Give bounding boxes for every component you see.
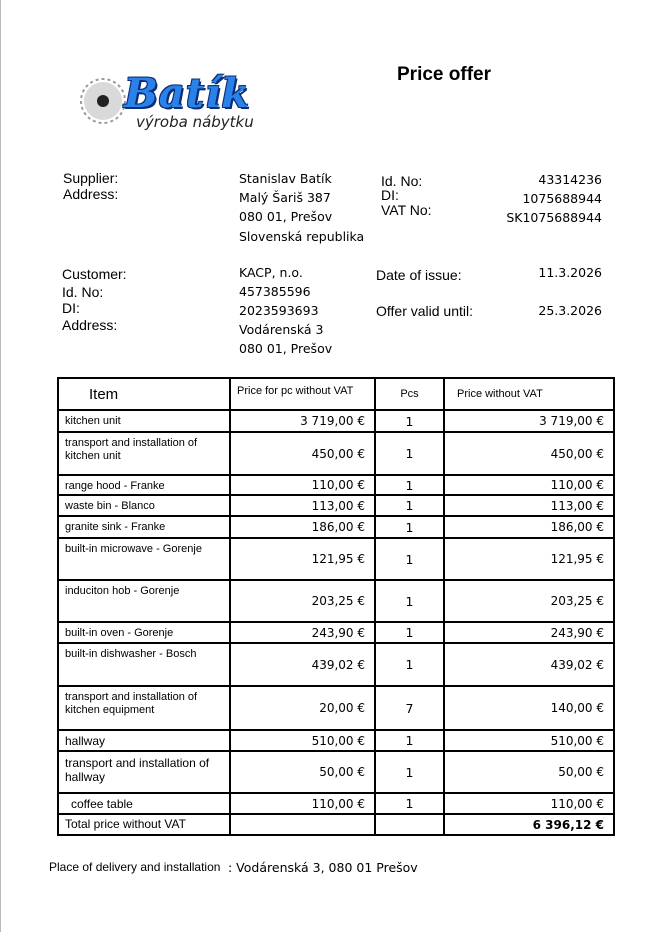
row-item: range hood - Franke — [58, 475, 230, 495]
row-item: kitchen unit — [58, 410, 230, 432]
header-unit-price: Price for pc without VAT — [230, 378, 375, 410]
date-of-issue: 11.3.2026 — [538, 265, 602, 280]
header-pcs: Pcs — [375, 378, 444, 410]
row-pcs: 1 — [375, 730, 444, 751]
row-unit-price: 121,95 € — [230, 538, 375, 580]
row-pcs: 1 — [375, 495, 444, 516]
row-unit-price: 203,25 € — [230, 580, 375, 622]
table-row — [58, 622, 614, 643]
customer-id-no: 457385596 — [239, 284, 311, 299]
row-price: 243,90 € — [444, 622, 614, 643]
supplier-di-label: DI: — [381, 187, 399, 203]
customer-address-label: Address: — [62, 317, 118, 333]
table-row — [58, 580, 614, 622]
total-row — [58, 814, 614, 835]
supplier-id-no-label: Id. No: — [381, 173, 423, 189]
table-row — [58, 643, 614, 686]
delivery-label: Place of delivery and installation — [49, 860, 221, 874]
table-header-row — [58, 378, 614, 410]
row-item: coffee table — [58, 793, 230, 814]
table-row — [58, 751, 614, 793]
supplier-name: Stanislav Batík — [239, 171, 332, 186]
row-item: built-in microwave - Gorenje — [58, 538, 230, 580]
row-price: 140,00 € — [444, 686, 614, 730]
row-pcs: 1 — [375, 751, 444, 793]
table-row — [58, 538, 614, 580]
customer-id-no-label: Id. No: — [62, 284, 104, 300]
row-pcs: 1 — [375, 793, 444, 814]
supplier-address-label: Address: — [63, 186, 119, 202]
items-table — [57, 377, 615, 836]
row-price: 450,00 € — [444, 432, 614, 475]
row-unit-price: 20,00 € — [230, 686, 375, 730]
row-unit-price: 3 719,00 € — [230, 410, 375, 432]
document-title: Price offer — [397, 64, 491, 85]
row-unit-price: 186,00 € — [230, 516, 375, 538]
row-item: hallway — [58, 730, 230, 751]
total-empty-pcs — [375, 814, 444, 835]
row-price: 203,25 € — [444, 580, 614, 622]
customer-address-line-2: 080 01, Prešov — [239, 341, 333, 356]
row-unit-price: 113,00 € — [230, 495, 375, 516]
header-item: Item — [58, 378, 230, 410]
row-price: 3 719,00 € — [444, 410, 614, 432]
total-value: 6 396,12 € — [444, 814, 614, 835]
supplier-vat-label: VAT No: — [381, 202, 432, 218]
row-pcs: 1 — [375, 622, 444, 643]
row-item: transport and installation of kitchen equipment — [58, 686, 230, 730]
logo-brand: Batík — [124, 70, 251, 117]
row-pcs: 1 — [375, 475, 444, 495]
table-row — [58, 410, 614, 432]
row-item: granite sink - Franke — [58, 516, 230, 538]
row-pcs: 1 — [375, 516, 444, 538]
customer-di: 2023593693 — [239, 303, 319, 318]
supplier-address-line-3: Slovenská republika — [239, 229, 365, 244]
delivery-value: : Vodárenská 3, 080 01 Prešov — [228, 860, 418, 875]
supplier-vat-no: SK1075688944 — [506, 210, 602, 225]
row-unit-price: 439,02 € — [230, 643, 375, 686]
company-logo — [72, 68, 282, 138]
row-price: 50,00 € — [444, 751, 614, 793]
customer-di-label: DI: — [62, 300, 80, 316]
supplier-label: Supplier: — [63, 170, 119, 186]
valid-until: 25.3.2026 — [538, 303, 602, 318]
table-row — [58, 495, 614, 516]
valid-until-label: Offer valid until: — [376, 303, 474, 319]
supplier-address-line-2: 080 01, Prešov — [239, 209, 333, 224]
table-row — [58, 793, 614, 814]
row-item: waste bin - Blanco — [58, 495, 230, 516]
row-price: 510,00 € — [444, 730, 614, 751]
row-unit-price: 510,00 € — [230, 730, 375, 751]
row-item: induciton hob - Gorenje — [58, 580, 230, 622]
row-item: built-in dishwasher - Bosch — [58, 643, 230, 686]
row-pcs: 1 — [375, 538, 444, 580]
table-row — [58, 475, 614, 495]
row-price: 110,00 € — [444, 793, 614, 814]
row-pcs: 1 — [375, 643, 444, 686]
supplier-id-no: 43314236 — [538, 172, 602, 187]
row-price: 113,00 € — [444, 495, 614, 516]
row-pcs: 7 — [375, 686, 444, 730]
customer-address-line-1: Vodárenská 3 — [239, 322, 324, 337]
row-item: transport and installation of kitchen unit — [58, 432, 230, 475]
supplier-di: 1075688944 — [522, 191, 602, 206]
customer-name: KACP, n.o. — [239, 265, 303, 280]
table-row — [58, 432, 614, 475]
row-pcs: 1 — [375, 580, 444, 622]
row-price: 186,00 € — [444, 516, 614, 538]
supplier-address-line-1: Malý Šariš 387 — [239, 190, 331, 205]
row-unit-price: 450,00 € — [230, 432, 375, 475]
row-price: 439,02 € — [444, 643, 614, 686]
row-pcs: 1 — [375, 432, 444, 475]
page-left-edge — [0, 0, 1, 932]
logo-subtitle: výroba nábytku — [136, 113, 254, 131]
row-unit-price: 110,00 € — [230, 793, 375, 814]
row-price: 110,00 € — [444, 475, 614, 495]
row-item: built-in oven - Gorenje — [58, 622, 230, 643]
row-pcs: 1 — [375, 410, 444, 432]
total-empty-unit-price — [230, 814, 375, 835]
row-unit-price: 243,90 € — [230, 622, 375, 643]
header-price: Price without VAT — [444, 378, 614, 410]
total-label: Total price without VAT — [58, 814, 230, 835]
table-row — [58, 730, 614, 751]
table-row — [58, 516, 614, 538]
date-of-issue-label: Date of issue: — [376, 267, 462, 283]
row-unit-price: 110,00 € — [230, 475, 375, 495]
row-item: transport and installation of hallway — [58, 751, 230, 793]
customer-label: Customer: — [62, 266, 127, 282]
table-row — [58, 686, 614, 730]
row-price: 121,95 € — [444, 538, 614, 580]
row-unit-price: 50,00 € — [230, 751, 375, 793]
